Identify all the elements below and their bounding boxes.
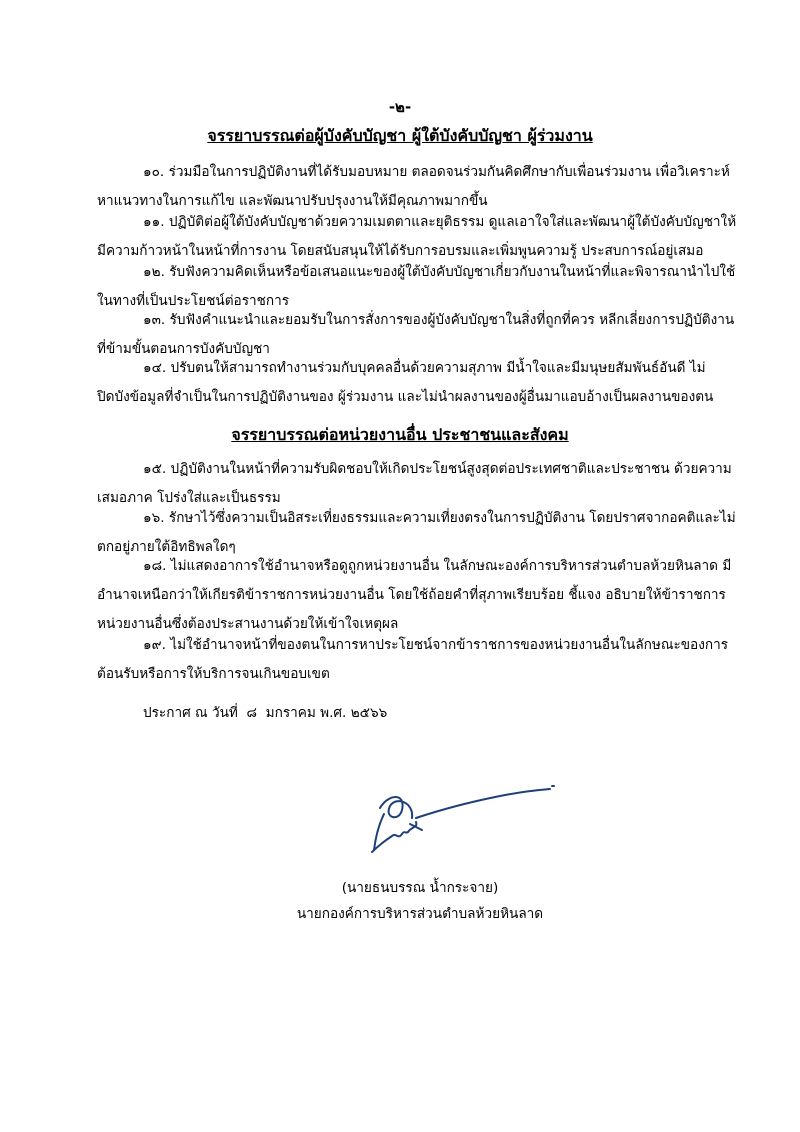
clause-11: ๑๑. ปฏิบัติต่อผู้ใต้บังคับบัญชาด้วยความเมตตาและยุติธรรม ดูแลเอาใจใส่และพัฒนาผู้ใต้บังคับบัญชาให้มีความก้าวหน้าในหน้าที่การงาน โดยสนับสนุนให้ได้รับการอบรมและเพิ่มพูนความรู้ ประสบการณ์อยู่เสมอ <box>97 214 737 259</box>
clause-18: ๑๘. ไม่แสดงอาการใช้อำนาจหรือดูถูกหน่วยงานอื่น ในลักษณะองค์การบริหารส่วนตำบลห้วยหินลาด มีอำนาจเหนือกว่าให้เกียรติข้าราชการหน่วยงานอื่น โดยใช้ถ้อยคำที่สุภาพเรียบร้อย ชี้แจง อธิบายให้ข้าราชการหน่วยงานอื่นซึ่งต้องประสานงานด้วยให้เข้าใจเหตุผล <box>97 558 732 632</box>
clause-19: ๑๙. ไม่ใช้อำนาจหน้าที่ของตนในการหาประโยชน์จากข้าราชการของหน่วยงานอื่นในลักษณะของการต้อนรับหรือการให้บริการจนเกินขอบเขต <box>97 637 729 682</box>
clause-16: ๑๖. รักษาไว้ซึ่งความเป็นอิสระเที่ยงธรรมและความเที่ยงตรงในการปฏิบัติงาน โดยปราศจากอคติและไม่ตกอยู่ภายใต้อิทธิพลใดๆ <box>97 510 736 555</box>
clause-12: ๑๒. รับฟังความคิดเห็นหรือข้อเสนอแนะของผู้ใต้บังคับบัญชาเกี่ยวกับงานในหน้าที่และพิจารณานำไปใช้ในทางที่เป็นประโยชน์ต่อราชการ <box>97 264 736 309</box>
announcement-date: ประกาศ ณ วันที่ ๘ มกราคม พ.ศ. ๒๕๖๖ <box>143 705 388 721</box>
clause-15: ๑๕. ปฏิบัติงานในหน้าที่ความรับผิดชอบให้เกิดประโยชน์สูงสุดต่อประเทศชาติและประชาชน ด้วยความเสมอภาค โปร่งใส่และเป็นธรรม <box>97 461 732 506</box>
signer-position: นายกองค์การบริหารส่วนตำบลห้วยหินลาด <box>296 906 544 922</box>
signature-image <box>360 780 560 860</box>
clause-10: ๑๐. ร่วมมือในการปฏิบัติงานที่ได้รับมอบหมาย ตลอดจนร่วมกันคิดศึกษากับเพื่อนร่วมงาน เพื่อวิเคราะห์หาแนวทางในการแก้ไข และพัฒนาปรับปรุงงานให้มีคุณภาพมากขึ้น <box>97 164 730 209</box>
clause-13: ๑๓. รับฟังคำแนะนำและยอมรับในการสั่งการของผู้บังคับบัญชาในสิ่งที่ถูกที่ควร หลีกเลี่ยงการปฏิบัติงานที่ข้ามขั้นตอนการบังคับบัญชา <box>97 312 735 357</box>
section-heading-society: จรรยาบรรณต่อหน่วยงานอื่น ประชาชนและสังคม <box>231 425 569 444</box>
section-heading-colleagues: จรรยาบรรณต่อผู้บังคับบัญชา ผู้ใต้บังคับบัญชา ผู้ร่วมงาน <box>207 126 593 145</box>
clause-14: ๑๔. ปรับตนให้สามารถทำงานร่วมกับบุคคลอื่นด้วยความสุภาพ มีน้ำใจและมีมนุษยสัมพันธ์อันดี ไม่ปิดบังข้อมูลที่จำเป็นในการปฏิบัติงานของ ผู้ร่วมงาน และไม่นำผลงานของผู้อื่นมาแอบอ้างเป็นผลงานของตน <box>97 360 714 405</box>
page-number: -๒- <box>388 98 412 116</box>
signer-name: (นายธนบรรณ น้ำกระจาย) <box>341 880 499 896</box>
